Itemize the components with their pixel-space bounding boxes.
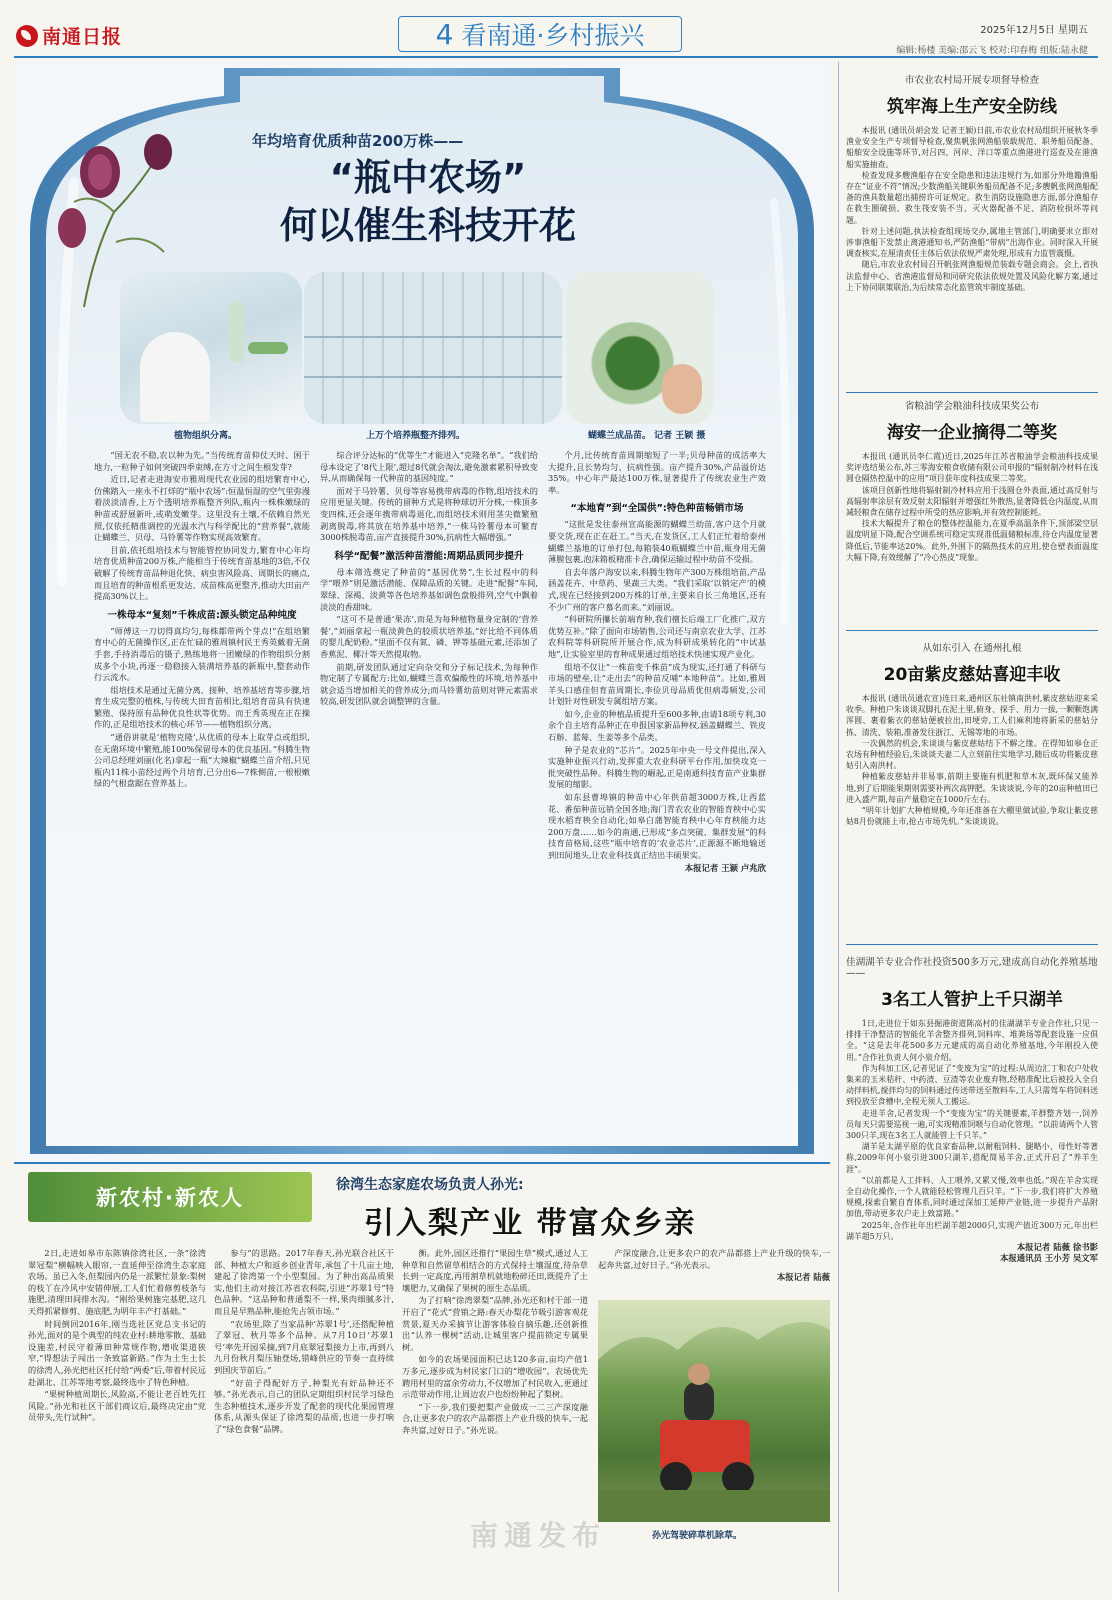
body-paragraph: 本报讯 (通讯员胡会发 记者王颖)日前,市农业农村局组织开展秋冬季渔业安全生产专项督导检查,聚焦帆张网渔船装载规范、职务船员配备、船舶安全设施等环节,对吕四、河岸、洋口等重点渔港进行巡查及在港渔船实施抽查。 xyxy=(846,126,1098,169)
story-title[interactable]: 筑牢海上生产安全防线 xyxy=(887,97,1057,117)
body-paragraph: 2日,走进如皋市东陈镇徐湾社区,一条“徐湾翠冠梨”横幅映入眼帘,一直延伸至徐湾生态家庭农场。虽已入冬,但梨园内仍是一派繁忙景象:梨树的枝丫在冷风中安错伸展,工人们忙着修剪枝条与施肥,清理田间排水沟。“刚给果树施完基肥,这几天得抓紧修剪、施底肥,为明年丰产打基础。” xyxy=(28,1248,206,1316)
photo-moth-orchid-seedlings[interactable] xyxy=(566,272,714,424)
body-paragraph: 产深度融合,让更多农户的农产品都搭上产业升级的快车,一起奔共富,过好日子。”孙光表示。 xyxy=(598,1248,830,1270)
page-number: 4 xyxy=(435,17,454,51)
headline-line-2: 何以催生科技开花 xyxy=(280,204,576,247)
body-paragraph: “这可不是普通‘果冻’,而是为每种植物量身定制的‘营养餐’,”刘丽拿起一瓶淡黄色的胶质状培养基,“好比给不同体质的婴儿配奶粉。”里面不仅有氮、磷、钾等基础元素,还添加了香蕉泥、椰汁等天然提取物。 xyxy=(320,614,538,659)
story-kicker: 市农业农村局开展专项督导检查 xyxy=(904,75,1040,86)
side-story-arrowhead-harvest xyxy=(846,640,1098,930)
story-body xyxy=(846,125,1098,293)
body-paragraph: “果树种植周期长,风险高,不能让老百姓先扛风险。”孙光和社区干部们商议后,最终决定由“党员带头,先行试种”。 xyxy=(28,1389,206,1423)
body-paragraph: 自去年落户海安以来,科腾生物年产300万株组培苗,产品涵盖花卉、中草药、果蔬三大类。“我们采取‘以销定产’的模式,现在已经接到200万株的订单,主要来自长三角地区,还有不少广州的客户慕名而来。”刘丽说。 xyxy=(548,566,766,612)
body-paragraph: 针对上述问题,执法检查组现场交办,属地主管部门,明确要求立即对涉事渔船下发禁止离港通知书,严防渔船“带病”出海作业。同时深入开展调查核实,在厘清责任主体后依法依规严肃处理,形成有力监管震慑。 xyxy=(846,226,1098,259)
body-paragraph: “农场里,除了当家品种‘苏翠1号’,还搭配种植了翠冠、秋月等多个品种。从7月10日‘苏翠1号’率先开园采摘,到7月底翠冠梨接力上市,再到八九月份秋月梨压轴登场,错峰供应的节奏一直持续到国庆节前后。” xyxy=(214,1318,394,1375)
section-divider xyxy=(14,1162,830,1164)
body-paragraph: 种子是农业的“芯片”。2025年中央一号文件提出,深入实施种业振兴行动,发挥重大农业科研平台作用,加快攻克一批突破性品种。科腾生物的崛起,正是南通科技育苗产业集群发展的缩影。 xyxy=(548,744,766,790)
header-divider xyxy=(14,56,1098,58)
body-paragraph: 如东县曹埠镇的种苗中心年供苗超3000万株,让西蓝花、番茄种苗远销全国各地;海门青农农业的智能育秧中心实现水稻育秧全自动化;如皋白蒲智能育秧中心年育秧能力达200万盘……如今的南通,已形成“多点突破、集群发展”的科技育苗格局,这些“瓶中培育的‘农业芯片’,正源源不断地输送到田间地头,让农业科技真正结出丰硕果实。 xyxy=(548,792,766,860)
body-paragraph: “师傅这一刀切得真均匀,每株都带两个芽点!”在组培繁育中心的无菌操作区,正在忙碌的雅周镇村民王秀英戴着无菌手套,手持消毒后的镊子,熟练地将一团嫩绿的作物组织分割成多个小块,再逐一稳稳接入装满培养基的新瓶中,整套动作行云流水。 xyxy=(94,625,310,683)
body-paragraph: “以前都是人工拌料、人工喂养,又累又慢,效率也低。”现在羊舍实现全自动化操作,一个人就能轻松管理几百只羊。“下一步,我们将扩大养殖规模,探索自繁自育体系,同时通过深加工延伸产业链,进一步提升产品附加值,带动更多农户走上致富路。” xyxy=(846,1175,1098,1219)
story-body xyxy=(846,1018,1098,1264)
body-paragraph: 面对于马铃薯、贝母等容易携带病毒的作物,组培技术的应用更显关键。传统的留种方式是将种球切开分株,一株顶多变四株,还会逐年携带病毒退化,而组培技术则用茎尖微繁殖剥离脱毒,将其放在培养基中培养,“一株马铃薯母本可繁育3000株脱毒苗,亩产直接提升30%,抗病性大幅增强。” xyxy=(320,485,538,543)
body-paragraph: 湖羊是太湖平原的优良家畜品种,以耐粗饲料、腿略小、母性好等著称,2009年何小泉引进300只湖羊,搭配简易羊舍,正式开启了“养羊生涯”。 xyxy=(846,1142,1098,1174)
body-paragraph: 母本筛选奠定了种苗的“基因优势”,生长过程中的科学“喂养”则是激活潜能、保障品质的关键。走进“配餐”车间,翠绿、深褐、淡黄等各色培养基如调色盘般排列,空气中飘着淡淡的香甜味。 xyxy=(320,566,538,612)
body-paragraph: 种植紫皮慈姑并非易事,前期主要施有机肥和草木灰,既环保又能养地,到了后期能果期则需要补两次高钾肥。朱谈谈说,今年的20亩种植田已进入盛产期,每亩产量稳定在1000斤左右。 xyxy=(846,772,1098,804)
body-paragraph: 如今,企业的种植品质提升至600多种,由请18项专利,30余个自主培育品种正在申报国家新品种权,涵盖蝴蝶兰、铁皮石斛、蓝莓、生姜等多个品类。 xyxy=(548,708,766,743)
headline-line-1: “瓶中农场” xyxy=(329,156,527,199)
story-title[interactable]: 20亩紫皮慈姑喜迎丰收 xyxy=(883,665,1061,685)
body-paragraph: 综合评分达标的“优等生”才能进入“克隆名单”。“我们给母本设定了‘8代上限’,超过8代就会淘汰,避免激素累积导致变异,从而确保每一代种苗的基因纯度。” xyxy=(320,450,538,484)
body-paragraph: 2025年,合作社年出栏湖羊超2000只,实现产值近300万元,年出栏湖羊超5万只。 xyxy=(846,1220,1098,1241)
story-body xyxy=(846,693,1098,827)
story-divider xyxy=(846,630,1098,631)
page-section-banner xyxy=(398,16,682,52)
column-divider xyxy=(838,62,839,1592)
story-divider xyxy=(846,944,1098,945)
photo-culture-bottle-racks[interactable] xyxy=(304,272,562,424)
body-paragraph: 一次偶然的机会,朱谈谈与紫皮慈姑结下不解之缘。在得知如皋仓正农场有种植经验后,朱谈谈夫妻二人立刻前往实地学习,随后成功将紫皮慈姑引入南洪村。 xyxy=(846,738,1098,771)
photo-caption: 蝴蝶兰成品苗。 记者 王颖 摄 xyxy=(588,431,706,441)
side-story-maritime-safety xyxy=(846,72,1098,392)
story-kicker: 从如东引入 在通州扎根 xyxy=(922,643,1022,654)
body-paragraph: 检查发现多艘渔船存在安全隐患和违法违规行为,如部分外地籍渔船存在“证业不符”情况;少数渔船关键职务船员配备不足;多艘帆张网渔船配备的渔具数量超出捕捞许可证规定。救生消防设施隐患方面,部分渔船存在救生圈破损、救生筏安装不当、灭火器配备不足、消防栓损坏等问题。 xyxy=(846,170,1098,225)
new-village-banner: 新农村·新农人 xyxy=(28,1172,312,1222)
bottom-column-2 xyxy=(214,1248,394,1594)
logo-icon xyxy=(16,25,38,47)
story-kicker: 省粮油学会粮油科技成果奖公布 xyxy=(904,401,1040,412)
body-paragraph: 随后,市农业农村局召开帆张网渔船规范装载专题会商会。会上,省执法监督中心、省渔港监督局和同研究依法依规处置及风险化解方案,通过上下协同联策联治,为后续常态化监管筑牢制度基础。 xyxy=(846,260,1098,292)
body-paragraph: 该项目创新性地将辐射制冷材料应用于浅圆仓外表面,通过高反射与高辐射率涂层有效反射太阳辐射并增强红外散热,显著降低仓内温度,从而减轻粮食在储存过程中所受的热应影响,并有效控制能耗。 xyxy=(846,485,1098,518)
section-subhead: “本地育”到“全国供”:特色种苗畅销市场 xyxy=(570,503,744,515)
story-kicker: 佳湖湖羊专业合作社投资500多万元,建成高自动化养殖基地—— xyxy=(846,957,1098,979)
body-paragraph: “下一步,我们要把梨产业做成一二三产深度融合,让更多农户的农产品都搭上产业升级的快车,一起奔共富,过好日子。”孙光说。 xyxy=(402,1401,588,1435)
body-paragraph: “科研院所攥长前端育种,我们擅长后端工厂化推广,双方优势互补。”除了面向市场销售,公司还与南京农业大学、江苏农科院等科研院所开展合作,成为科研成果转化的“中试基地”,让实验室里的育种成果通过组培技术快速实现产业化。 xyxy=(548,614,766,659)
bottom-column-4 xyxy=(598,1248,830,1296)
body-paragraph: 参与”的思路。2017年春天,孙光联合社区干部、种植大户和返乡创业青年,承包了十几亩土地,建起了徐湾第一个小型梨园。为了种出高品质果实,他们主动对接江苏省农科院,引进“苏翠1号”特色品种。“这品种和普通梨不一样,果肉细腻多汁,而且是早熟品种,能抢先占领市场。” xyxy=(214,1248,394,1316)
story-title[interactable]: 海安一企业摘得二等奖 xyxy=(887,423,1057,443)
section-subhead: 科学“配餐”激活种苗潜能:周期品质同步提升 xyxy=(334,550,524,562)
body-paragraph: 组培不仅让“一株苗变千株苗”成为现实,还打通了科研与市场的壁垒,让“走出去”的种苗反哺“本地种苗”。比如,雅周羊头口感佳但育苗周期长,李俭贝母品质优但病毒频发,公司计划针对性研发专属组培方案。 xyxy=(548,661,766,707)
page-section-title: 看南通·乡村振兴 xyxy=(461,21,645,50)
story-body xyxy=(846,451,1098,563)
side-story-hu-sheep xyxy=(846,954,1098,1584)
body-paragraph: 组培技术是通过无菌分离、接种、培养基培育等步骤,培育生成完整的植株,与传统大田育苗相比,组培育苗具有快速繁殖、保持原有品种优良性状等优势。而王秀英现在正在操作的,正是组培技术的核心环节——植物组织分离。 xyxy=(94,684,310,730)
body-paragraph: 为了打响“徐湾翠梨”品牌,孙光还和村干部一道开启了“花式”营销之路:春天办梨花节吸引游客观花赏景,夏天办采摘节让游客体验自摘乐趣,还创新推出“认养一棵树”活动,让城里客户提前锁定专属果树。 xyxy=(402,1295,588,1352)
feature-column-2 xyxy=(320,450,538,1140)
bottom-story-kicker: 徐湾生态家庭农场负责人孙光: xyxy=(336,1177,524,1193)
logo-text: 南通日报 xyxy=(42,26,123,48)
editor-credits: 编辑:杨楼 美编:邵云飞 校对:印春梅 组版:陆永健 xyxy=(896,46,1088,56)
photo-caption: 植物组织分离。 xyxy=(174,431,238,441)
body-paragraph: “国无农不稳,农以种为先。”当传统育苗仰仗天时、困于地力,一粒种子如何突破四季束缚,在方寸之间生根发芽? xyxy=(94,450,310,472)
feature-column-3 xyxy=(548,450,766,1150)
body-paragraph: 目前,依托组培技术与智能管控协同发力,繁育中心年均培育优质种苗200万株,产能相当于传统育苗基地的3倍,不仅破解了传统育苗品种退化快、病虫害风险高、周期长的痛点,而且培育的种苗根系更发达、成苗株高更整齐,推动大田亩产提高30%以上。 xyxy=(94,544,310,602)
body-paragraph: “通俗讲就是‘植物克隆’,从优质的母本上取芽点或组织,在无菌环境中繁殖,能100%保留母本的优良基因。”科腾生物公司总经理刘丽(化名)拿起一瓶“大辣椒”蝴蝶兰苗介绍,只见瓶内11株小苗经过两个月培育,已分出6—7株侧苗,一根根嫩绿的气根盘踞在营养基上。 xyxy=(94,732,310,789)
bottom-byline: 本报记者 陆薇 xyxy=(776,1272,830,1283)
body-paragraph: 技术大幅提升了粮仓的整体控温能力,在夏季高温条件下,顶部梁空层温度明显下降,配合空调系统可稳定实现准低温储粮标准,待仓内温度显著降低后,节能率达20%。此外,外围下的隔热技术的应用,使仓壁表面温度大幅下降,有效缓解了“冷心热皮”现象。 xyxy=(846,519,1098,562)
side-story-grain-award xyxy=(846,398,1098,610)
body-paragraph: “明年计划扩大种植规模,今年还准备在大棚里做试验,争取让紫皮慈姑8月份就能上市,抢占市场先机。”朱谈谈说。 xyxy=(846,806,1098,827)
body-paragraph: 本报讯 (通讯员李仁霞)近日,2025年江苏省粮油学会粮油科技成果奖评选结果公布,苏三零海安粮食收储有限公司申报的“辐射制冷材料在浅圆仓隔热控温中的应用”项目获年度科技成果二等奖。 xyxy=(846,452,1098,484)
body-paragraph: 个月,比传统育苗周期缩短了一半;贝母种苗的成活率大大提升,且长势均匀、抗病性强。亩产提升30%,产品溢价达35%。中心年产最达100万株,显著提升了传统农业生产效率。 xyxy=(548,450,766,495)
orchard-photo-illustration xyxy=(598,1300,830,1522)
body-paragraph: 走进羊舍,记者发现一个“变废为宝”的关键要素,羊群整齐划一,饲养员每天只需要巡视一遍,可实现精准饲喂与自动化管理。“以前请两个人管300只羊,现在3名工人就能管上千只羊。” xyxy=(846,1108,1098,1141)
section-subhead: 一株母本“复刻”千株成苗:源头锁定品种纯度 xyxy=(107,609,297,621)
photo-caption: 孙光驾驶碎草机除草。 xyxy=(652,1531,743,1541)
story-byline: 本报记者 陆薇 徐书影 xyxy=(1016,1242,1098,1253)
photo-tissue-separation[interactable] xyxy=(120,272,302,424)
bottom-story-title[interactable]: 引入梨产业 带富众乡亲 xyxy=(364,1206,697,1241)
body-paragraph: 1日,走进位于如东县掘港街道陈高村的佳湖湖羊专业合作社,只见一排排干净整洁的智能化羊舍整齐排列,饲料库、堆粪场等配套设施一应俱全。“这是去年花500多万元建成的高自动化养殖基地,今年刚投入使用。”合作社负责人何小泉介绍。 xyxy=(846,1019,1098,1062)
masthead xyxy=(0,0,1112,58)
story-divider xyxy=(846,392,1098,393)
body-paragraph: 如今的农场果园面积已达120多亩,亩均产值1万多元,逐步成为村民家门口的“增收园”。农场优先聘用村里的富余劳动力,不仅增加了村民收入,更通过示范带动作用,让周边农户也纷纷种起了梨树。 xyxy=(402,1354,588,1400)
body-paragraph: 作为科加工区,记者见证了“变废为宝”的过程:从周边汇丁和农户处收集来的玉米秸秆、中药渣、豆渣等农业废弃物,经精准配比后被投入全自动拌料机,搅拌均匀的饲料通过传送带送至散料车,工人只需驾车将饲料送到投放至食槽中,全程无须人工搬运。 xyxy=(846,1063,1098,1107)
body-paragraph: 前期,研发团队通过定向杂交和分子标记技术,为每种作物定制了专属配方:比如,蝴蝶兰喜欢偏酸性的环境,培养基中就会适当增加相关的营养成分;而马铃薯幼苗则对钾元素需求较高,研发团队就会调整钾的含量。 xyxy=(320,661,538,707)
body-paragraph: “好苗子得配好方子,种梨光有好品种还不够。”孙光表示,自己的团队定期组织村民学习绿色生态种植技术,逐步开发了配套的现代化果园管理体系,从源头保证了徐湾梨的品质,也进一步打响了“绿色食餐”品牌。 xyxy=(214,1377,394,1434)
body-paragraph: 近日,记者走进海安市雅周现代农业园的组培繁育中心,仿佛踏入一座永不打烊的“瓶中农场”:恒温恒湿的空气里弥漫着淡淡清香,上万个透明培养瓶整齐列队,瓶内一株株嫩绿的种苗或舒展新叶,或萌发嫩芽。这里没有土壤,不依赖自然光照,仅依托精准调控的光温水汽与科学配比的“营养餐”,就能让蝴蝶兰、贝母、马铃薯等作物实现高效繁育。 xyxy=(94,474,310,543)
publisher-watermark: 南通发布 xyxy=(470,1519,607,1552)
main-feature-article xyxy=(14,62,830,1162)
feature-column-1 xyxy=(94,450,310,1140)
bottom-column-1 xyxy=(28,1248,206,1594)
body-paragraph: 时间倒回2016年,刚当选社区党总支书记的孙光,面对的是个典型的纯农业村:耕地零散、基础设施差,村民守着薄田种常规作物,增收渠道狭窄,“得想法子闯出一条致富新路。”作为土生土长的徐湾人,孙光把社区托付给“两委”后,带着村民远赴湖北、江苏等地考察,最终选中了特色种植。 xyxy=(28,1318,206,1387)
newspaper-logo[interactable] xyxy=(16,22,122,49)
photo-farmer-mowing-orchard[interactable] xyxy=(598,1300,830,1522)
story-title[interactable]: 3名工人管护上千只湖羊 xyxy=(881,990,1063,1010)
issue-date: 2025年12月5日 星期五 xyxy=(980,25,1088,36)
photo-caption: 上万个培养瓶整齐排列。 xyxy=(366,431,466,441)
body-paragraph: 本报讯 (通讯员通农宣)连日来,通州区东社镇南洪村,紫皮慈姑迎来采收季。种植户朱谈谈双脚扎在泥土里,俯身、探手、用力一拔,一颗颗饱满浑圆、裹着紫衣的慈姑便被拉出,田埂旁,工人们麻利地将新采的慈姑分拣、清洗、装箱,准备发往浙江、无锡等地的市场。 xyxy=(846,694,1098,737)
story-byline: 本报通讯员 王小芳 吴文军 xyxy=(1000,1253,1098,1264)
feature-headline[interactable] xyxy=(218,154,638,250)
body-paragraph: 衡。此外,园区还推行“果园生草”模式,通过人工种草和自然留草相结合的方式保持土壤湿度,待杂草长到一定高度,再用割草机就地粉碎还田,既提升了土壤肥力,又确保了果树的原生态品质。 xyxy=(402,1248,588,1293)
feature-kicker: 年均培育优质种苗200万株—— xyxy=(252,132,464,150)
feature-byline: 本报记者 王颖 卢兆欣 xyxy=(684,862,766,873)
body-paragraph: “这批是发往泰州宣高能源的蝴蝶兰幼苗,客户这个月就要交货,现在正在赶工。”当天,在发货区,工人们正忙着给泰州蝴蝶兰基地的订单打包,每箱装40瓶蝴蝶兰中苗,瓶身用无菌薄膜包裹,泡沫箱板精准卡合,确保运输过程中幼苗不受损。 xyxy=(548,519,766,565)
